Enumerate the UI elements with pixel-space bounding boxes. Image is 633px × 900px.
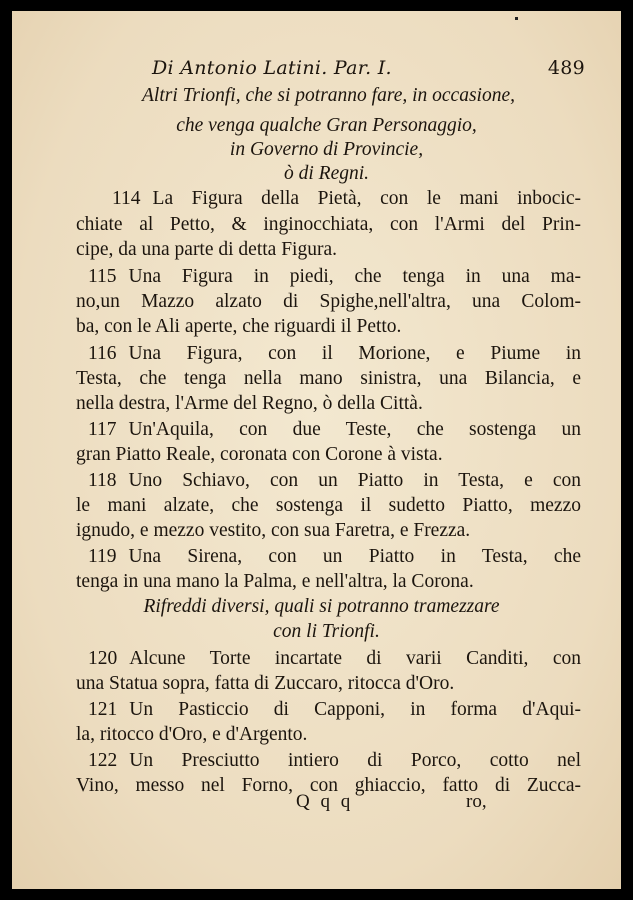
section-heading-line: che venga qualche Gran Personaggio,	[176, 115, 477, 136]
entry-line: Vino, messo nel Forno, con ghiaccio, fatto di Zucca-	[76, 775, 581, 796]
catchword: ro,	[466, 791, 487, 812]
entry-first-line	[88, 266, 581, 288]
entry-number: 122	[88, 750, 118, 771]
running-title: Di Antonio Latini. Par. I.	[152, 57, 392, 79]
entry-first-line	[88, 648, 581, 670]
entry-line: una Statua sopra, fatta di Zuccaro, ritocca d'Oro.	[76, 673, 455, 694]
entry-line: nella destra, l'Arme del Regno, ò della Città.	[76, 393, 423, 414]
entry-first-line	[88, 419, 581, 441]
entry-line: tenga in una mano la Palma, e nell'altra, la Corona.	[76, 571, 474, 592]
entry-text: Alcune Torte incartate di varii Canditi, con	[129, 648, 581, 669]
entry-text: Un Pasticcio di Capponi, in forma d'Aqui-	[129, 699, 581, 720]
entry-text: Una Sirena, con un Piatto in Testa, che	[128, 546, 581, 567]
entry-line: ignudo, e mezzo vestito, con sua Faretra, e Frezza.	[76, 520, 471, 541]
entry-line: la, ritocco d'Oro, e d'Argento.	[76, 724, 308, 745]
section-heading-line: in Governo di Provincie,	[229, 139, 424, 160]
entry-text: Una Figura, con il Morione, e Piume in	[128, 343, 581, 364]
section-heading-line: con li Trionfi.	[273, 621, 380, 642]
entry-first-line	[88, 343, 581, 365]
entry-text: La Figura della Pietà, con le mani inbocic-	[152, 188, 581, 209]
entry-number: 118	[88, 470, 117, 491]
entry-first-line	[88, 546, 581, 568]
entry-line: ba, con le Ali aperte, che riguardi il Petto.	[76, 316, 402, 337]
entry-line: no,un Mazzo alzato di Spighe,nell'altra, una Colom-	[76, 291, 581, 312]
entry-first-line	[88, 750, 581, 772]
book-page	[12, 11, 621, 889]
entry-number: 120	[88, 648, 118, 669]
entry-number: 117	[88, 419, 117, 440]
entry-line: chiate al Petto, & inginocchiata, con l'Armi del Prin-	[76, 214, 581, 235]
entry-text: Una Figura in piedi, che tenga in una ma-	[128, 266, 581, 287]
entry-number: 119	[88, 546, 117, 567]
entry-text: Un Presciutto intiero di Porco, cotto nel	[129, 750, 581, 771]
running-header	[152, 57, 591, 79]
entry-first-line	[88, 699, 581, 721]
section-heading-line: Rifreddi diversi, quali si potranno tramezzare	[143, 596, 500, 617]
ink-speck	[515, 17, 518, 20]
entry-line: le mani alzate, che sostenga il sudetto Piatto, mezzo	[76, 495, 581, 516]
section-heading-line: ò di Regni.	[283, 163, 370, 184]
entry-number: 121	[88, 699, 118, 720]
entry-line: cipe, da una parte di detta Figura.	[76, 239, 337, 260]
entry-line: Testa, che tenga nella mano sinistra, una Bilancia, e	[76, 368, 581, 389]
entry-text: Uno Schiavo, con un Piatto in Testa, e con	[128, 470, 581, 491]
entry-number: 114	[112, 188, 141, 209]
signature-mark: Q q q	[296, 791, 354, 812]
entry-text: Un'Aquila, con due Teste, che sostenga un	[128, 419, 581, 440]
entry-number: 115	[88, 266, 117, 287]
entry-first-line	[88, 470, 581, 492]
page-number: 489	[547, 57, 585, 79]
section-heading-line: Altri Trionfi, che si potranno fare, in occasione,	[141, 85, 515, 106]
entry-first-line	[112, 188, 581, 210]
entry-number: 116	[88, 343, 117, 364]
entry-line: gran Piatto Reale, coronata con Corone à vista.	[76, 444, 443, 465]
